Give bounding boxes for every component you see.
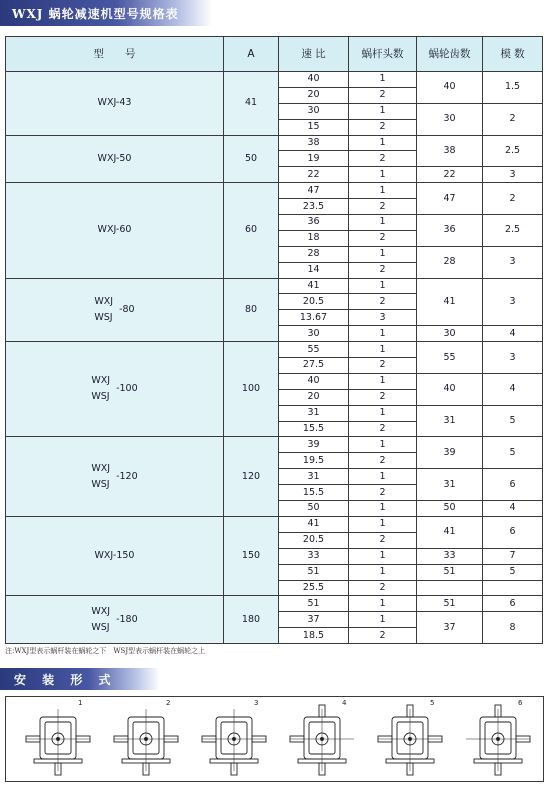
model-prefix: WXJ: [94, 295, 114, 307]
installation-diagram: [458, 699, 538, 779]
gear-teeth-cell: 41: [417, 516, 483, 548]
center-distance-cell: 60: [224, 183, 279, 278]
module-cell: 2: [483, 103, 543, 135]
installation-diagram: [282, 699, 362, 779]
header-model: 型 号: [6, 37, 224, 72]
ratio-cell: 20.5: [279, 294, 349, 310]
worm-heads-cell: 2: [349, 199, 417, 215]
table-header-row: [6, 37, 543, 72]
module-cell: 3: [483, 278, 543, 326]
title-band: [0, 0, 212, 26]
worm-heads-cell: 2: [349, 453, 417, 469]
installation-diagram: [370, 699, 450, 779]
worm-heads-cell: 1: [349, 564, 417, 580]
model-cell: [6, 596, 224, 644]
worm-heads-cell: 1: [349, 103, 417, 119]
gear-teeth-cell: 22: [417, 167, 483, 183]
ratio-cell: 36: [279, 215, 349, 231]
gear-teeth-cell: 39: [417, 437, 483, 469]
worm-heads-cell: 1: [349, 342, 417, 358]
gearbox-drawing: [282, 699, 362, 779]
model-name: WXJ-43: [97, 97, 132, 109]
module-cell: 3: [483, 167, 543, 183]
model-name: WXJ-60: [97, 224, 132, 236]
ratio-cell: 40: [279, 373, 349, 389]
worm-heads-cell: 2: [349, 532, 417, 548]
worm-heads-cell: 1: [349, 437, 417, 453]
worm-heads-cell: 2: [349, 151, 417, 167]
module-cell: 2: [483, 183, 543, 215]
ratio-cell: 41: [279, 516, 349, 532]
table-row: [6, 72, 543, 88]
gear-teeth-cell: 51: [417, 596, 483, 612]
worm-heads-cell: 2: [349, 294, 417, 310]
table-row: [6, 596, 543, 612]
spec-table: [5, 36, 543, 644]
model-cell: [6, 72, 224, 136]
worm-heads-cell: 1: [349, 72, 417, 88]
installation-diagram: [18, 699, 98, 779]
model-name: WXJ-50: [97, 152, 132, 164]
header-worm-heads: 蜗杆头数: [349, 37, 417, 72]
ratio-cell: 15: [279, 119, 349, 135]
gear-teeth-cell: 40: [417, 72, 483, 104]
ratio-cell: 22: [279, 167, 349, 183]
module-cell: 6: [483, 516, 543, 548]
worm-heads-cell: 2: [349, 580, 417, 596]
table-row: [6, 516, 543, 532]
module-cell: 7: [483, 548, 543, 564]
ratio-cell: 25.5: [279, 580, 349, 596]
model-prefix: WXJ: [91, 605, 111, 617]
worm-heads-cell: 1: [349, 135, 417, 151]
gear-teeth-cell: 33: [417, 548, 483, 564]
worm-heads-cell: 1: [349, 246, 417, 262]
table-row: [6, 135, 543, 151]
gear-teeth-cell: 31: [417, 405, 483, 437]
ratio-cell: 30: [279, 326, 349, 342]
model-prefix: WXJ: [91, 375, 111, 387]
worm-heads-cell: 1: [349, 183, 417, 199]
module-cell: 6: [483, 469, 543, 501]
model-size: -100: [116, 383, 138, 395]
ratio-cell: 13.67: [279, 310, 349, 326]
worm-heads-cell: 1: [349, 516, 417, 532]
module-cell: 3: [483, 342, 543, 374]
ratio-cell: 39: [279, 437, 349, 453]
worm-heads-cell: 2: [349, 628, 417, 644]
module-cell: [483, 580, 543, 596]
table-row: [6, 342, 543, 358]
header-module: 模 数: [483, 37, 543, 72]
module-cell: 6: [483, 596, 543, 612]
module-cell: 1.5: [483, 72, 543, 104]
worm-heads-cell: 1: [349, 405, 417, 421]
worm-heads-cell: 1: [349, 501, 417, 517]
header-gear-teeth: 蜗轮齿数: [417, 37, 483, 72]
center-distance-cell: 120: [224, 437, 279, 516]
gear-teeth-cell: 55: [417, 342, 483, 374]
module-cell: 2.5: [483, 215, 543, 247]
table-row: [6, 437, 543, 453]
model-name: WXJ-150: [94, 550, 135, 562]
model-size: -80: [119, 303, 135, 315]
ratio-cell: 20: [279, 389, 349, 405]
module-cell: 4: [483, 501, 543, 517]
gear-teeth-cell: 28: [417, 246, 483, 278]
gearbox-drawing: [194, 699, 274, 779]
ratio-cell: 15.5: [279, 485, 349, 501]
ratio-cell: 23.5: [279, 199, 349, 215]
ratio-cell: 50: [279, 501, 349, 517]
model-prefix: WXJ: [91, 462, 111, 474]
worm-heads-cell: 2: [349, 389, 417, 405]
worm-heads-cell: 1: [349, 373, 417, 389]
ratio-cell: 19.5: [279, 453, 349, 469]
ratio-cell: 38: [279, 135, 349, 151]
table-row: [6, 278, 543, 294]
gearbox-drawing: [106, 699, 186, 779]
ratio-cell: 30: [279, 103, 349, 119]
ratio-cell: 31: [279, 405, 349, 421]
worm-heads-cell: 3: [349, 310, 417, 326]
center-distance-cell: 50: [224, 135, 279, 183]
footnote: 注:WXJ型表示蜗杆装在蜗轮之下 WSJ型表示蜗杆装在蜗轮之上: [5, 647, 206, 655]
gear-teeth-cell: 50: [417, 501, 483, 517]
gearbox-drawing: [370, 699, 450, 779]
center-distance-cell: 100: [224, 342, 279, 437]
ratio-cell: 27.5: [279, 358, 349, 374]
worm-heads-cell: 2: [349, 485, 417, 501]
ratio-cell: 19: [279, 151, 349, 167]
module-cell: 5: [483, 405, 543, 437]
model-prefix: WSJ: [91, 621, 110, 633]
gear-teeth-cell: 38: [417, 135, 483, 167]
module-cell: 2.5: [483, 135, 543, 167]
ratio-cell: 14: [279, 262, 349, 278]
module-cell: 4: [483, 326, 543, 342]
gear-teeth-cell: 41: [417, 278, 483, 326]
header-ratio: 速 比: [279, 37, 349, 72]
ratio-cell: 33: [279, 548, 349, 564]
ratio-cell: 51: [279, 564, 349, 580]
model-prefix: WSJ: [91, 391, 110, 403]
center-distance-cell: 180: [224, 596, 279, 644]
model-cell: [6, 437, 224, 516]
module-cell: 5: [483, 437, 543, 469]
model-cell: [6, 278, 224, 342]
ratio-cell: 47: [279, 183, 349, 199]
center-distance-cell: 41: [224, 72, 279, 136]
model-size: -120: [116, 470, 138, 482]
ratio-cell: 28: [279, 246, 349, 262]
ratio-cell: 37: [279, 612, 349, 628]
ratio-cell: 20: [279, 87, 349, 103]
table-row: [6, 183, 543, 199]
center-distance-cell: 80: [224, 278, 279, 342]
gear-teeth-cell: [417, 580, 483, 596]
install-band: [0, 668, 160, 690]
model-cell: [6, 135, 224, 183]
gear-teeth-cell: 51: [417, 564, 483, 580]
worm-heads-cell: 2: [349, 87, 417, 103]
diagram-number: 4: [342, 699, 347, 707]
gear-teeth-cell: 37: [417, 612, 483, 644]
diagram-number: 5: [430, 699, 435, 707]
ratio-cell: 31: [279, 469, 349, 485]
worm-heads-cell: 2: [349, 262, 417, 278]
worm-heads-cell: 1: [349, 469, 417, 485]
center-distance-cell: 150: [224, 516, 279, 595]
diagram-number: 2: [166, 699, 171, 707]
ratio-cell: 40: [279, 72, 349, 88]
page-title: WXJ 蜗轮减速机型号规格表: [12, 7, 179, 21]
installation-diagram: [106, 699, 186, 779]
worm-heads-cell: 1: [349, 167, 417, 183]
ratio-cell: 18.5: [279, 628, 349, 644]
worm-heads-cell: 1: [349, 215, 417, 231]
ratio-cell: 15.5: [279, 421, 349, 437]
ratio-cell: 55: [279, 342, 349, 358]
worm-heads-cell: 1: [349, 326, 417, 342]
worm-heads-cell: 2: [349, 230, 417, 246]
ratio-cell: 41: [279, 278, 349, 294]
gear-teeth-cell: 40: [417, 373, 483, 405]
module-cell: 4: [483, 373, 543, 405]
ratio-cell: 18: [279, 230, 349, 246]
worm-heads-cell: 1: [349, 596, 417, 612]
gear-teeth-cell: 36: [417, 215, 483, 247]
worm-heads-cell: 1: [349, 612, 417, 628]
install-title: 安 装 形 式: [14, 673, 117, 687]
worm-heads-cell: 1: [349, 278, 417, 294]
module-cell: 3: [483, 246, 543, 278]
diagram-number: 6: [518, 699, 523, 707]
module-cell: 5: [483, 564, 543, 580]
ratio-cell: 51: [279, 596, 349, 612]
model-size: -180: [116, 613, 138, 625]
model-cell: [6, 516, 224, 595]
model-cell: [6, 183, 224, 278]
model-prefix: WSJ: [91, 478, 110, 490]
gear-teeth-cell: 30: [417, 103, 483, 135]
ratio-cell: 20.5: [279, 532, 349, 548]
spec-table-body: [6, 72, 543, 644]
header-a: A: [224, 37, 279, 72]
worm-heads-cell: 2: [349, 421, 417, 437]
gear-teeth-cell: 30: [417, 326, 483, 342]
module-cell: 8: [483, 612, 543, 644]
gearbox-drawing: [18, 699, 98, 779]
installation-diagrams: [5, 696, 544, 782]
diagram-number: 3: [254, 699, 259, 707]
gear-teeth-cell: 47: [417, 183, 483, 215]
model-cell: [6, 342, 224, 437]
worm-heads-cell: 2: [349, 119, 417, 135]
gear-teeth-cell: 31: [417, 469, 483, 501]
worm-heads-cell: 2: [349, 358, 417, 374]
installation-diagram: [194, 699, 274, 779]
worm-heads-cell: 1: [349, 548, 417, 564]
diagram-number: 1: [78, 699, 83, 707]
model-prefix: WSJ: [94, 311, 113, 323]
gearbox-drawing: [458, 699, 538, 779]
